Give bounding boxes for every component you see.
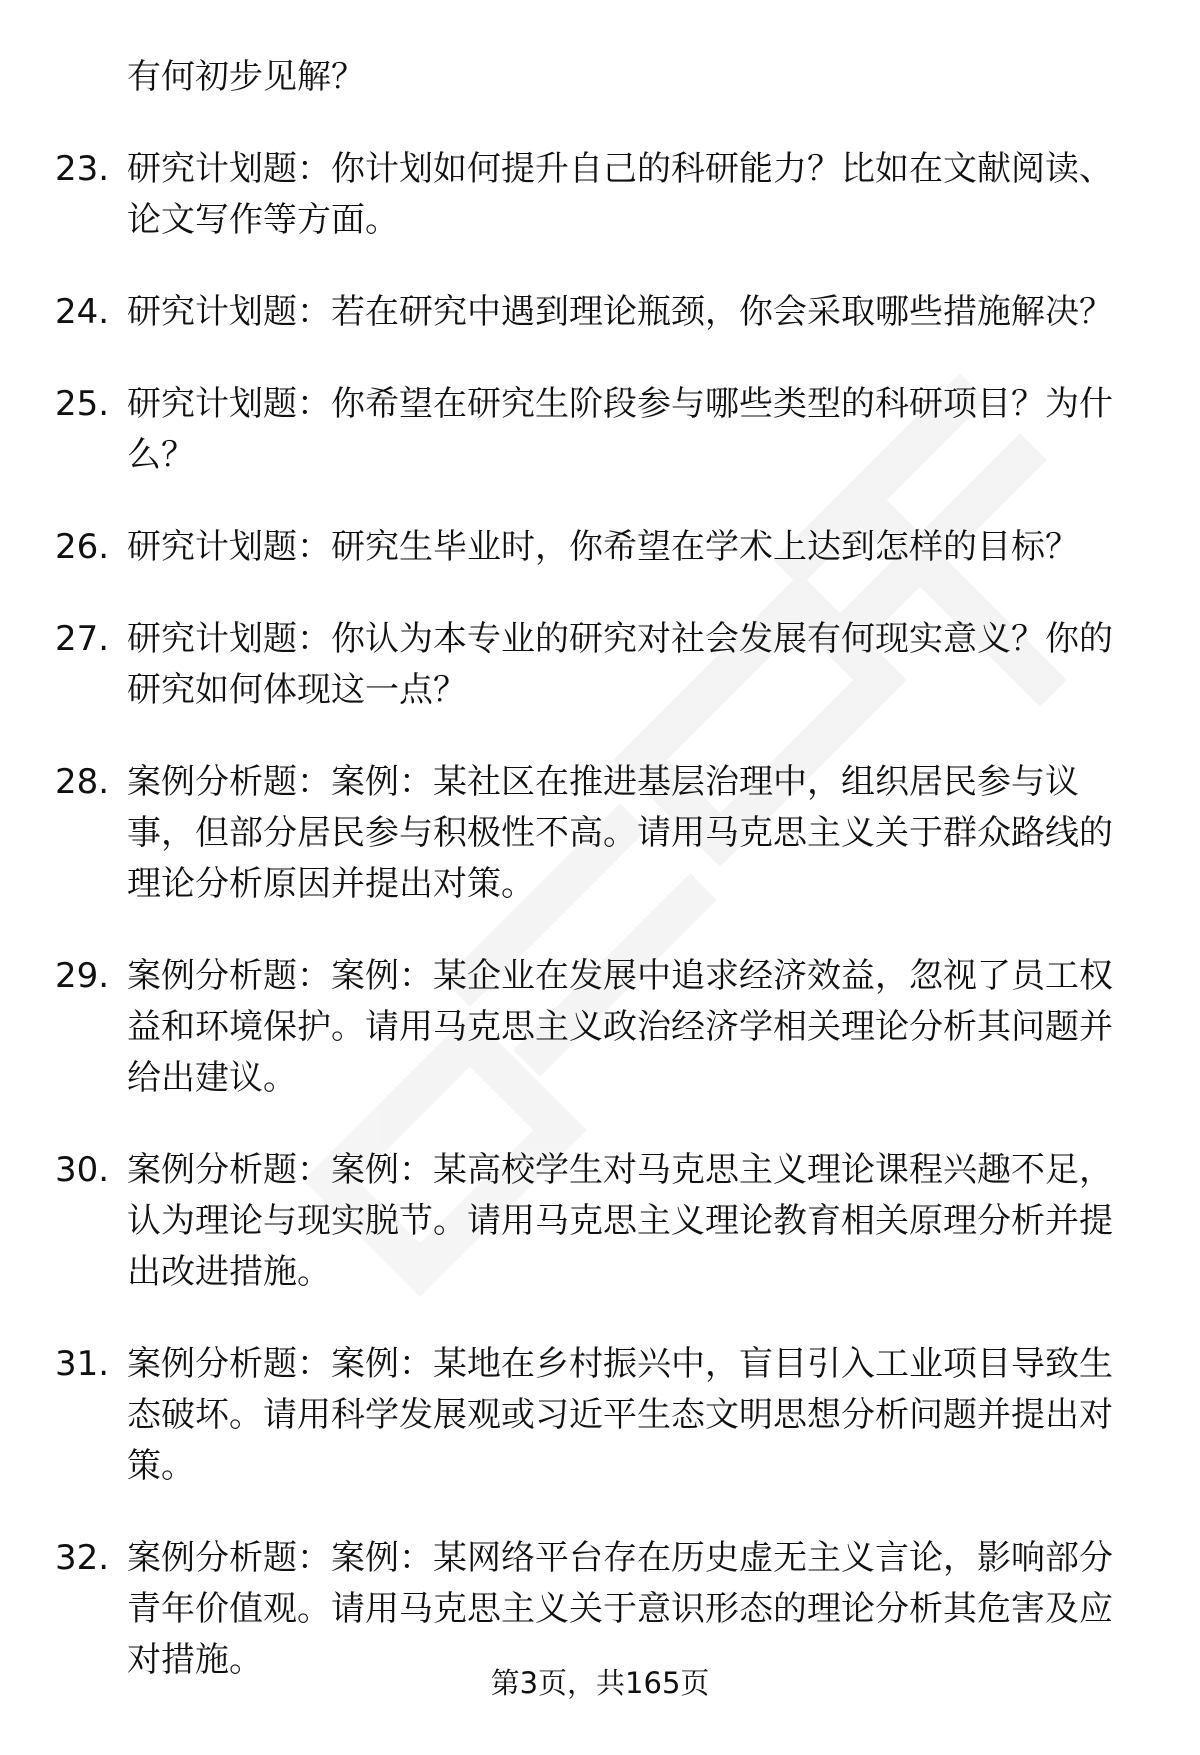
continuation-text: 有何初步见解？ [127,57,365,97]
item-text: 案例分析题：案例：某企业在发展中追求经济效益，忽视了员工权益和环境保护。请用马克思主义政治经济学相关理论分析其问题并给出建议。 [127,956,1113,1098]
item-number: 31. [55,1344,110,1384]
item-text: 研究计划题：你希望在研究生阶段参与哪些类型的科研项目？为什么？ [127,384,1113,475]
list-item [55,144,1145,246]
list-item [55,379,1145,481]
item-text: 研究计划题：你认为本专业的研究对社会发展有何现实意义？你的研究如何体现这一点？ [127,619,1113,710]
item-text: 案例分析题：案例：某高校学生对马克思主义理论课程兴趣不足，认为理论与现实脱节。请用马克思主义理论教育相关原理分析并提出改进措施。 [127,1150,1113,1292]
item-text: 研究计划题：若在研究中遇到理论瓶颈，你会采取哪些措施解决？ [127,292,1113,332]
item-text: 案例分析题：案例：某网络平台存在历史虚无主义言论，影响部分青年价值观。请用马克思主义关于意识形态的理论分析其危害及应对措施。 [127,1538,1113,1680]
item-number: 29. [55,956,110,996]
list-item [55,1145,1145,1298]
item-number: 32. [55,1538,110,1578]
item-text: 案例分析题：案例：某地在乡村振兴中，盲目引入工业项目导致生态破坏。请用科学发展观或习近平生态文明思想分析问题并提出对策。 [127,1344,1113,1486]
item-number: 28. [55,762,110,802]
list-item [55,951,1145,1104]
item-number: 23. [55,149,110,189]
item-number: 30. [55,1150,110,1190]
item-text: 案例分析题：案例：某社区在推进基层治理中，组织居民参与议事，但部分居民参与积极性不高。请用马克思主义关于群众路线的理论分析原因并提出对策。 [127,762,1113,904]
item-text: 研究计划题：研究生毕业时，你希望在学术上达到怎样的目标？ [127,527,1079,567]
item-number: 24. [55,292,110,332]
list-item [55,757,1145,910]
item-text: 研究计划题：你计划如何提升自己的科研能力？比如在文献阅读、论文写作等方面。 [127,149,1113,240]
list-item [55,1339,1145,1492]
list-item [55,614,1145,716]
page-footer: 第3页，共165页 [490,1666,710,1700]
item-number: 26. [55,527,110,567]
list-item [55,287,1145,338]
item-number: 27. [55,619,110,659]
question-list [55,52,1145,1686]
item-number: 25. [55,384,110,424]
list-item [55,522,1145,573]
